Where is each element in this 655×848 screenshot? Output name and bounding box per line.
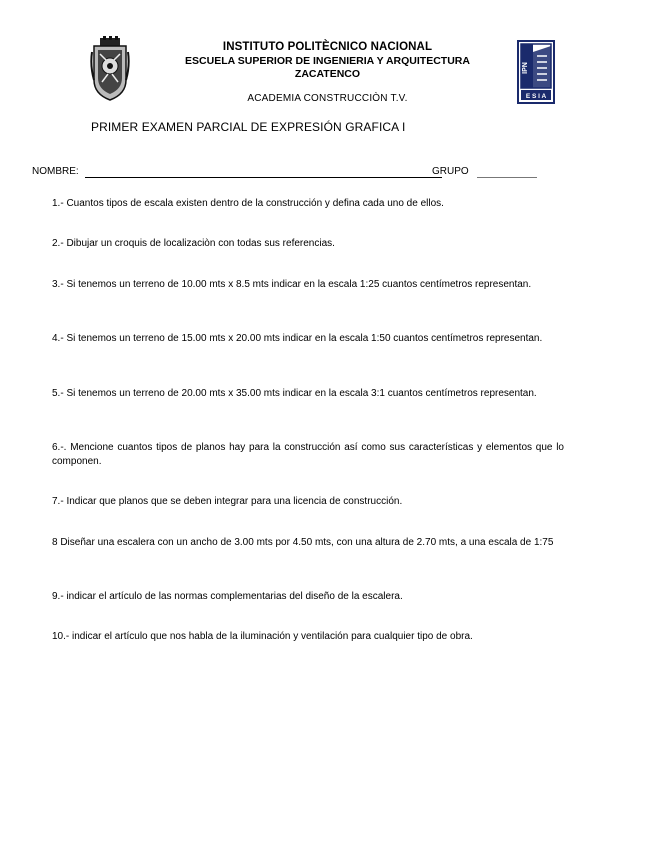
name-field-line[interactable] <box>85 177 442 178</box>
question-item: 6.-. Mencione cuantos tipos de planos hay para la construcción así como sus características y elementos que lo componen. <box>52 442 564 467</box>
question-item: 4.- Si tenemos un terreno de 15.00 mts x 20.00 mts indicar en la escala 1:50 cuantos centímetros representan. <box>52 333 543 344</box>
exam-title: PRIMER EXAMEN PARCIAL DE EXPRESIÓN GRAFICA I <box>91 120 406 134</box>
question-item: 9.- indicar el artículo de las normas complementarias del diseño de la escalera. <box>52 591 403 602</box>
group-field-line[interactable] <box>477 177 537 178</box>
academy-name: ACADEMIA CONSTRUCCIÒN T.V. <box>247 93 408 104</box>
student-info-row <box>32 166 592 180</box>
emblem-top-text: IPN <box>522 62 529 74</box>
question-item: 3.- Si tenemos un terreno de 10.00 mts x 8.5 mts indicar en la escala 1:25 cuantos centímetros representan. <box>52 279 532 290</box>
name-label: NOMBRE: <box>32 166 79 177</box>
question-item: 8 Diseñar una escalera con un ancho de 3.00 mts por 4.50 mts, con una altura de 2.70 mts, a una escala de 1:75 <box>52 537 554 548</box>
question-item: 10.- indicar el artículo que nos habla de la iluminación y ventilación para cualquier tipo de obra. <box>52 631 473 642</box>
group-label: GRUPO <box>432 166 469 177</box>
emblem-bottom-text: E S I A <box>525 93 547 100</box>
school-name: ESCUELA SUPERIOR DE INGENIERIA Y ARQUITECTURA <box>185 55 470 67</box>
question-item: 2.- Dibujar un croquis de localizaciòn con todas sus referencias. <box>52 238 335 249</box>
ipn-shield-icon <box>90 36 130 102</box>
esia-emblem-icon <box>517 40 555 104</box>
campus-name: ZACATENCO <box>294 68 361 80</box>
question-item: 7.- Indicar que planos que se deben integrar para una licencia de construcción. <box>52 496 403 507</box>
question-item: 5.- Si tenemos un terreno de 20.00 mts x 35.00 mts indicar en la escala 3:1 cuantos centímetros representan. <box>52 388 537 399</box>
question-item: 1.- Cuantos tipos de escala existen dentro de la construcción y defina cada uno de ellos. <box>52 198 444 209</box>
institution-name: INSTITUTO POLITÈCNICO NACIONAL <box>222 41 433 53</box>
